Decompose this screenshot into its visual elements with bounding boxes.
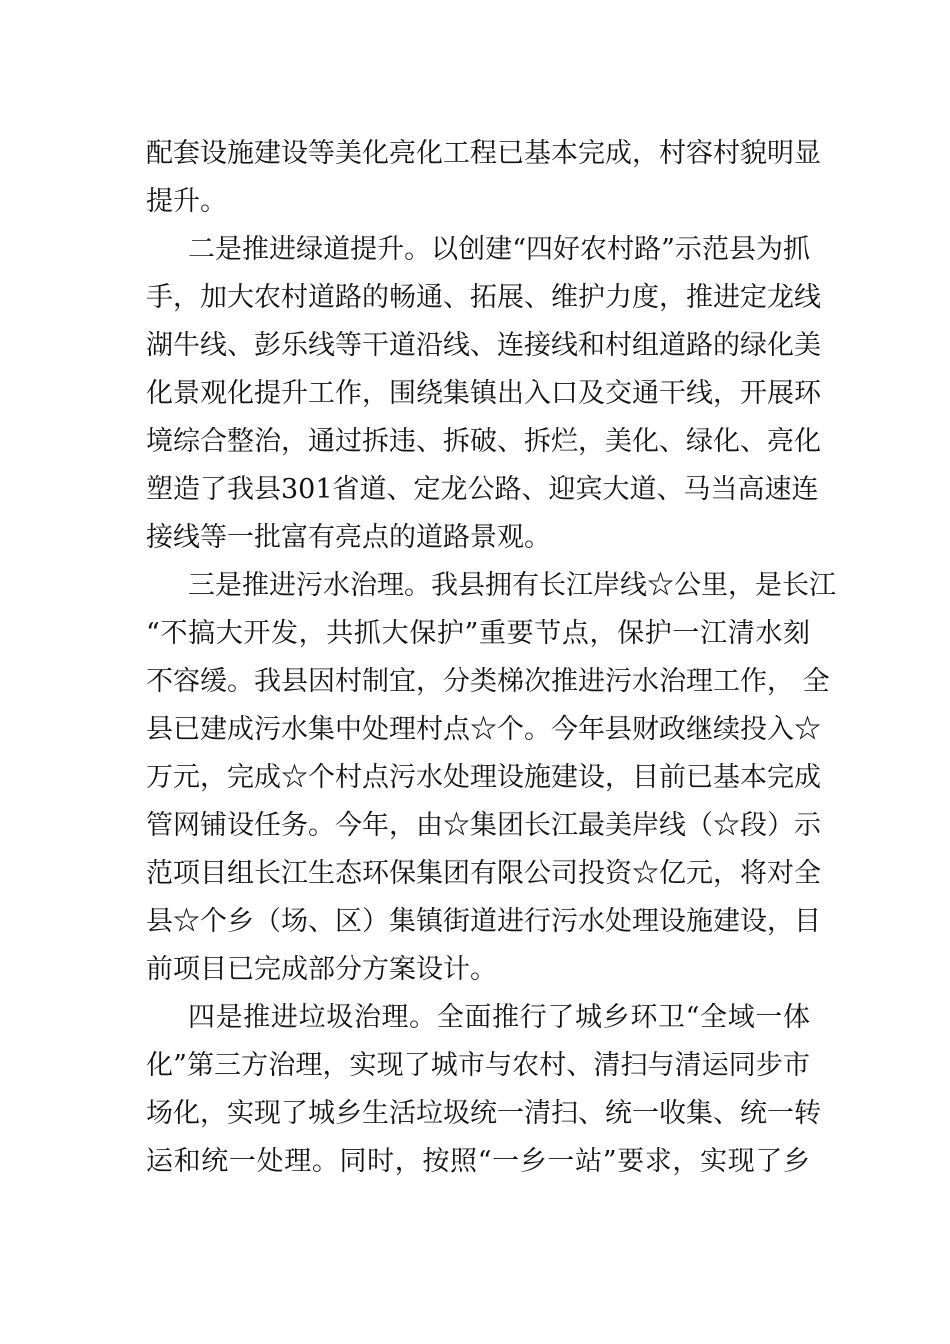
text-line: 万元，完成☆个村点污水处理设施建设，目前已基本完成 [146, 762, 821, 793]
text-line: 化”第三方治理，实现了城市与农村、清扫与清运同步市 [146, 1050, 810, 1081]
text-line: 配套设施建设等美化亮化工程已基本完成，村容村貌明显 [146, 138, 821, 169]
text-line: 湖牛线、彭乐线等干道沿线、连接线和村组道路的绿化美 [146, 330, 821, 361]
text-line: 四是推进垃圾治理。全面推行了城乡环卫“全域一体 [188, 1002, 810, 1033]
text-line: 场化，实现了城乡生活垃圾统一清扫、统一收集、统一转 [146, 1098, 821, 1129]
paragraph-continuation [146, 130, 821, 226]
text-line: 前项目已完成部分方案设计。 [146, 954, 497, 985]
text-line: 塑造了我县301省道、定龙公路、迎宾大道、马当高速连 [146, 474, 819, 505]
text-line: 不容缓。我县因村制宜，分类梯次推进污水治理工作， 全 [146, 666, 830, 697]
text-line: 县☆个乡（场、区）集镇街道进行污水处理设施建设，目 [146, 906, 821, 937]
text-line: 范项目组长江生态环保集团有限公司投资☆亿元，将对全 [146, 858, 821, 889]
paragraph-garbage [146, 994, 821, 1186]
text-line: 境综合整治，通过拆违、拆破、拆烂，美化、绿化、亮化 [146, 426, 821, 457]
text-line: 县已建成污水集中处理村点☆个。今年县财政继续投入☆ [146, 714, 821, 745]
text-line: 化景观化提升工作，围绕集镇出入口及交通干线，开展环 [146, 378, 821, 409]
text-line: 手，加大农村道路的畅通、拓展、维护力度，推进定龙线 [146, 282, 821, 313]
document-body [146, 130, 836, 1186]
text-line: 三是推进污水治理。我县拥有长江岸线☆公里，是长江 [188, 570, 836, 601]
paragraph-sewage [146, 562, 836, 994]
paragraph-greenway [146, 226, 821, 562]
text-line: 接线等一批富有亮点的道路景观。 [146, 522, 551, 553]
text-line: 运和统一处理。同时，按照“一乡一站”要求，实现了乡 [146, 1146, 810, 1177]
text-line: 提升。 [146, 186, 227, 217]
text-line: “不搞大开发，共抓大保护”重要节点，保护一江清水刻 [146, 618, 810, 649]
text-line: 管网铺设任务。今年，由☆集团长江最美岸线（☆段）示 [146, 810, 821, 841]
text-line: 二是推进绿道提升。以创建“四好农村路”示范县为抓 [188, 234, 810, 265]
